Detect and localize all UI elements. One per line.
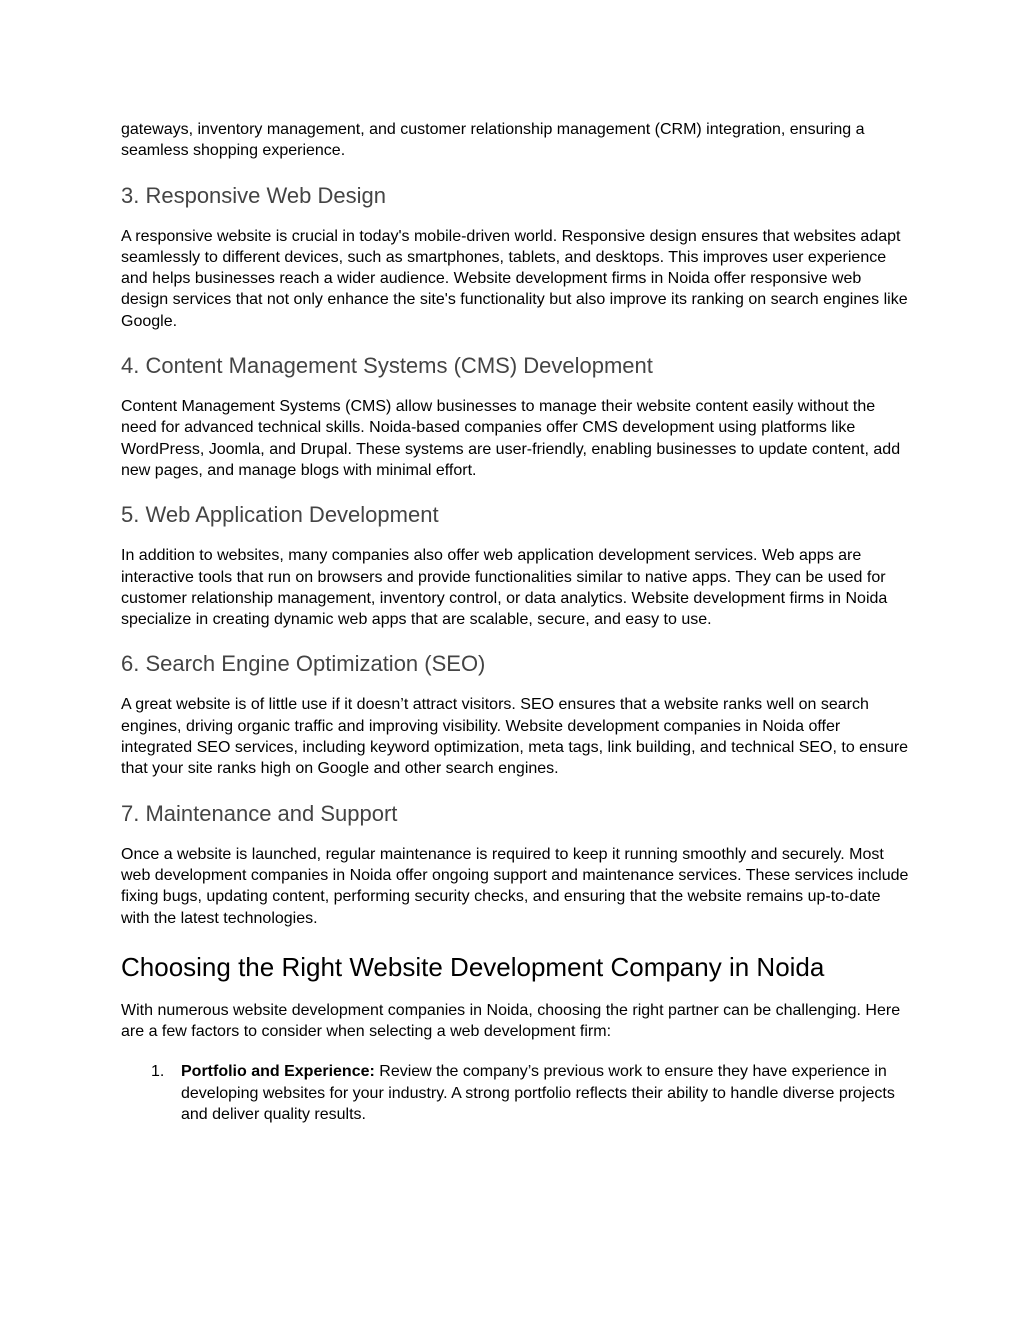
section-heading-maintenance: 7. Maintenance and Support bbox=[121, 800, 398, 826]
section-body-seo: A great website is of little use if it doesn’t attract visitors. SEO ensures that a website ranks well on search engines, driving organic traffic and improving visibility. Website development companies in Noida offer integrated SEO services, including keyword optimization, meta tags, link building, and technical SEO, to ensure that your site ranks high on Google and other search engines. bbox=[121, 696, 909, 778]
factor-list bbox=[121, 1061, 911, 1125]
section-heading-cms-development: 4. Content Management Systems (CMS) Development bbox=[121, 353, 653, 379]
section-body-cms-development: Content Management Systems (CMS) allow businesses to manage their website content easily without the need for advanced technical skills. Noida-based companies offer CMS development using platforms like WordPress, Joomla, and Drupal. These systems are user-friendly, enabling businesses to update content, add new pages, and manage blogs with minimal effort. bbox=[121, 398, 901, 479]
section-heading-responsive-design: 3. Responsive Web Design bbox=[121, 182, 386, 208]
list-item-number: 1. bbox=[151, 1063, 165, 1081]
section-heading-web-application: 5. Web Application Development bbox=[121, 502, 439, 528]
list-item-title: Portfolio and Experience: bbox=[181, 1063, 375, 1081]
list-item-text: Review the company’s previous work to ensure they have experience in developing websites for your industry. A strong portfolio reflects their ability to handle diverse projects and deliver quality results. bbox=[181, 1063, 895, 1124]
intro-continuation-paragraph: gateways, inventory management, and customer relationship management (CRM) integration, ensuring a seamless shopping experience. bbox=[121, 121, 865, 160]
choosing-company-intro: With numerous website development companies in Noida, choosing the right partner can be challenging. Here are a few factors to consider when selecting a web development firm: bbox=[121, 1001, 901, 1041]
choosing-company-heading: Choosing the Right Website Development Company in Noida bbox=[121, 951, 825, 982]
section-heading-seo: 6. Search Engine Optimization (SEO) bbox=[121, 651, 486, 677]
document-page bbox=[121, 119, 911, 1125]
section-body-responsive-design: A responsive website is crucial in today's mobile-driven world. Responsive design ensures that websites adapt seamlessly to different devices, such as smartphones, tablets, and desktops. This improves user experience and helps businesses reach a wider audience. Website development firms in Noida offer responsive web design services that not only enhance the site's functionality but also improve its ranking on search engines like Google. bbox=[121, 227, 908, 330]
section-body-maintenance: Once a website is launched, regular maintenance is required to keep it running smoothly and securely. Most web development companies in Noida offer ongoing support and maintenance services. These services include fixing bugs, updating content, performing security checks, and ensuring that the website remains up-to-date with the latest technologies. bbox=[121, 845, 909, 927]
section-body-web-application: In addition to websites, many companies also offer web application development services. Web apps are interactive tools that run on browsers and provide functionalities similar to native apps. They can be used for customer relationship management, inventory control, or data analytics. Website development firms in Noida specialize in creating dynamic web apps that are scalable, secure, and easy to use. bbox=[121, 547, 888, 629]
list-item bbox=[121, 1061, 911, 1125]
